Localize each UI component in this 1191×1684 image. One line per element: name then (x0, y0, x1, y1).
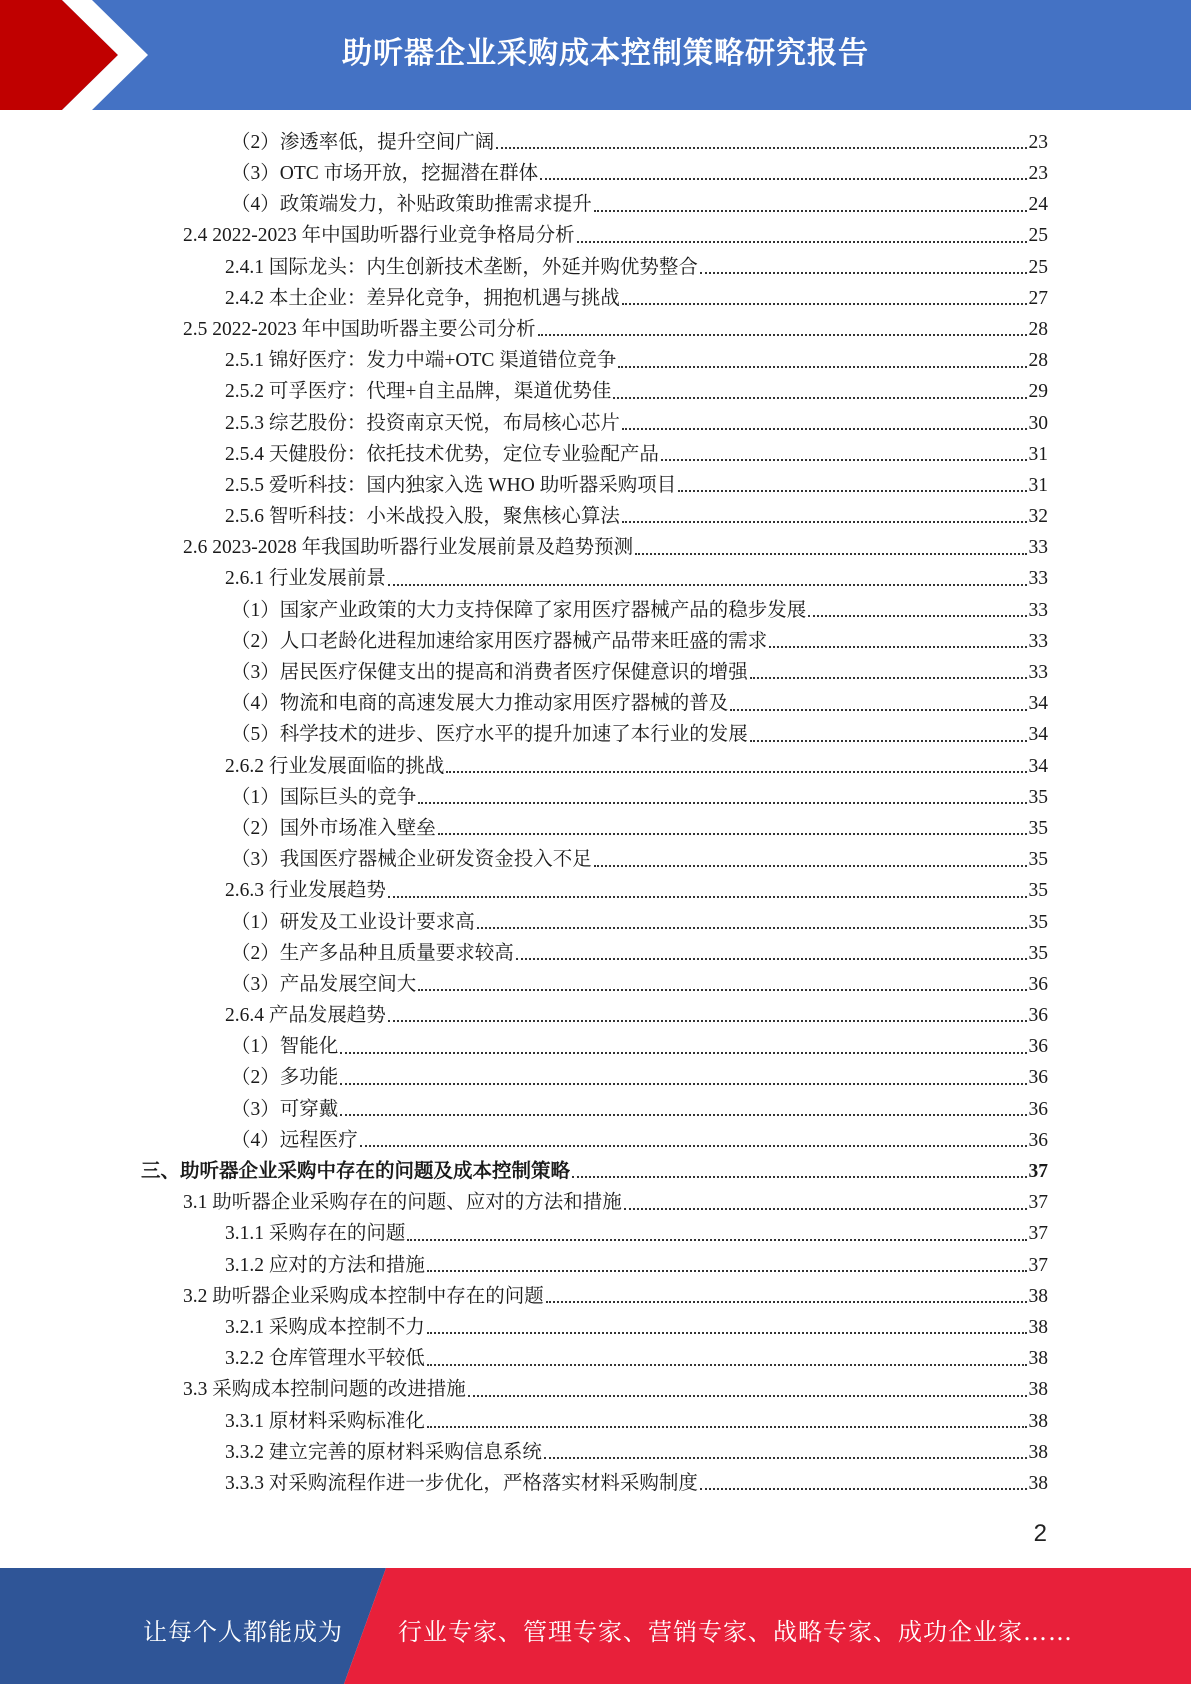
toc-entry-label: 3.3 采购成本控制问题的改进措施 (183, 1379, 466, 1401)
toc-entry-page: 38 (1028, 1285, 1048, 1307)
toc-entry-page: 37 (1028, 1161, 1048, 1183)
toc-entry-label: （1）国际巨头的竞争 (231, 786, 417, 808)
toc-entry-page: 36 (1028, 1005, 1048, 1027)
toc-entry-label: 2.5 2022-2023 年中国助听器主要公司分析 (183, 318, 536, 340)
toc-entry-page: 35 (1028, 942, 1048, 964)
toc-entry-page: 37 (1028, 1192, 1048, 1214)
toc-entry-label: （3）产品发展空间大 (231, 973, 417, 995)
toc-entry-label: 2.5.6 智听科技：小米战投入股，聚焦核心算法 (225, 506, 620, 528)
toc-dot-leader (446, 770, 1026, 773)
toc-entry-label: （2）渗透率低，提升空间广阔 (231, 131, 495, 153)
toc-entry[interactable] (0, 127, 1191, 158)
page-footer (0, 1568, 1191, 1684)
toc-entry[interactable] (0, 813, 1191, 844)
toc-entry-label: （2）生产多品种且质量要求较高 (231, 942, 514, 964)
toc-entry[interactable] (0, 252, 1191, 283)
toc-entry-page: 29 (1028, 381, 1048, 403)
toc-entry[interactable] (0, 844, 1191, 875)
toc-entry-label: 2.5.5 爱听科技：国内独家入选 WHO 助听器采购项目 (225, 474, 677, 496)
toc-entry-label: 2.4.1 国际龙头：内生创新技术垄断，外延并购优势整合 (225, 256, 698, 278)
toc-entry-page: 35 (1028, 817, 1048, 839)
toc-dot-leader (544, 1456, 1027, 1459)
toc-entry[interactable] (0, 189, 1191, 220)
toc-entry-label: 2.5.3 综艺股份：投资南京天悦，布局核心芯片 (225, 412, 620, 434)
toc-dot-leader (594, 864, 1027, 867)
toc-entry-page: 31 (1028, 474, 1048, 496)
toc-entry-page: 23 (1028, 131, 1048, 153)
toc-entry[interactable] (0, 564, 1191, 595)
toc-dot-leader (427, 1331, 1027, 1334)
toc-entry-label: （5）科学技术的进步、医疗水平的提升加速了本行业的发展 (231, 724, 748, 746)
toc-entry[interactable] (0, 377, 1191, 408)
toc-entry-page: 36 (1028, 1129, 1048, 1151)
toc-entry-label: 3.2.2 仓库管理水平较低 (225, 1348, 425, 1370)
toc-entry-page: 23 (1028, 163, 1048, 185)
toc-entry-page: 34 (1028, 724, 1048, 746)
toc-dot-leader (340, 1113, 1026, 1116)
toc-entry[interactable] (0, 470, 1191, 501)
toc-entry[interactable] (0, 1125, 1191, 1156)
toc-dot-leader (594, 209, 1027, 212)
toc-entry-label: （4）物流和电商的高速发展大力推动家用医疗器械的普及 (231, 693, 729, 715)
toc-entry[interactable] (0, 907, 1191, 938)
toc-entry-page: 34 (1028, 755, 1048, 777)
toc-entry-label: 2.6 2023-2028 年我国助听器行业发展前景及趋势预测 (183, 537, 634, 559)
toc-dot-leader (546, 1300, 1027, 1303)
toc-entry-page: 37 (1028, 1254, 1048, 1276)
toc-entry-label: 2.6.3 行业发展趋势 (225, 880, 386, 902)
toc-entry[interactable] (0, 626, 1191, 657)
toc-entry[interactable] (0, 221, 1191, 252)
toc-dot-leader (750, 676, 1027, 679)
toc-dot-leader (388, 1019, 1027, 1022)
toc-entry-page: 33 (1028, 662, 1048, 684)
toc-entry[interactable] (0, 1406, 1191, 1437)
toc-entry[interactable] (0, 1437, 1191, 1468)
toc-dot-leader (360, 1144, 1027, 1147)
toc-entry-page: 38 (1028, 1348, 1048, 1370)
toc-entry[interactable] (0, 501, 1191, 532)
toc-entry-label: 3.3.2 建立完善的原材料采购信息系统 (225, 1441, 542, 1463)
toc-entry[interactable] (0, 1000, 1191, 1031)
toc-dot-leader (418, 801, 1026, 804)
toc-entry-page: 25 (1028, 256, 1048, 278)
toc-entry-page: 24 (1028, 194, 1048, 216)
toc-dot-leader (635, 552, 1026, 555)
toc-entry-label: 3.2.1 采购成本控制不力 (225, 1316, 425, 1338)
toc-entry-label: 2.4 2022-2023 年中国助听器行业竞争格局分析 (183, 225, 575, 247)
toc-dot-leader (700, 271, 1027, 274)
table-of-contents (0, 127, 1191, 1499)
toc-entry[interactable] (0, 1312, 1191, 1343)
toc-entry[interactable] (0, 1375, 1191, 1406)
page-number: 2 (1033, 1520, 1047, 1547)
toc-entry[interactable] (0, 158, 1191, 189)
toc-entry-label: 3.1.2 应对的方法和措施 (225, 1254, 425, 1276)
toc-dot-leader (438, 832, 1027, 835)
toc-entry-label: （3）OTC 市场开放，挖掘潜在群体 (231, 163, 539, 185)
toc-dot-leader (340, 1082, 1026, 1085)
toc-entry-label: 2.5.4 天健股份：依托技术优势，定位专业验配产品 (225, 443, 659, 465)
toc-entry[interactable] (0, 1063, 1191, 1094)
toc-dot-leader (572, 1175, 1026, 1178)
toc-entry-page: 32 (1028, 506, 1048, 528)
footer-slogan-right: 行业专家、管理专家、营销专家、战略专家、成功企业家…… (398, 1618, 1073, 1646)
toc-entry-page: 38 (1028, 1379, 1048, 1401)
toc-entry[interactable] (0, 1187, 1191, 1218)
toc-entry[interactable] (0, 1468, 1191, 1499)
toc-entry[interactable] (0, 720, 1191, 751)
toc-entry-label: （2）国外市场准入壁垒 (231, 817, 436, 839)
toc-dot-leader (678, 489, 1026, 492)
toc-entry-label: 3.1 助听器企业采购存在的问题、应对的方法和措施 (183, 1192, 622, 1214)
toc-entry-page: 36 (1028, 1067, 1048, 1089)
toc-dot-leader (388, 583, 1027, 586)
toc-entry[interactable] (0, 345, 1191, 376)
toc-entry[interactable] (0, 1219, 1191, 1250)
toc-dot-leader (730, 708, 1026, 711)
toc-entry-label: （2）人口老龄化进程加速给家用医疗器械产品带来旺盛的需求 (231, 630, 768, 652)
toc-entry-label: 3.3.1 原材料采购标准化 (225, 1410, 425, 1432)
toc-entry-page: 28 (1028, 350, 1048, 372)
toc-entry-label: （4）远程医疗 (231, 1129, 358, 1151)
toc-entry-page: 38 (1028, 1316, 1048, 1338)
footer-slogan-left: 让每个人都能成为 (143, 1618, 343, 1646)
toc-entry[interactable] (0, 657, 1191, 688)
toc-dot-leader (661, 458, 1027, 461)
toc-dot-leader (477, 926, 1027, 929)
toc-entry-page: 33 (1028, 537, 1048, 559)
toc-entry-label: （3）我国医疗器械企业研发资金投入不足 (231, 849, 592, 871)
toc-entry-page: 38 (1028, 1410, 1048, 1432)
toc-dot-leader (340, 1051, 1026, 1054)
toc-entry-label: 2.5.2 可孚医疗：代理+自主品牌，渠道优势佳 (225, 381, 612, 403)
toc-dot-leader (808, 614, 1026, 617)
page-header (0, 0, 1191, 110)
toc-entry-label: （2）多功能 (231, 1067, 339, 1089)
toc-entry[interactable] (0, 314, 1191, 345)
toc-dot-leader (538, 333, 1027, 336)
toc-entry[interactable] (0, 595, 1191, 626)
toc-entry-label: 2.6.1 行业发展前景 (225, 568, 386, 590)
toc-entry-page: 35 (1028, 911, 1048, 933)
toc-entry[interactable] (0, 1156, 1191, 1187)
toc-dot-leader (577, 240, 1027, 243)
toc-entry-label: 2.6.4 产品发展趋势 (225, 1005, 386, 1027)
toc-dot-leader (468, 1394, 1027, 1397)
toc-entry-label: 2.6.2 行业发展面临的挑战 (225, 755, 445, 777)
toc-entry-page: 27 (1028, 287, 1048, 309)
toc-entry-label: （1）研发及工业设计要求高 (231, 911, 475, 933)
toc-entry-page: 38 (1028, 1441, 1048, 1463)
toc-entry-page: 35 (1028, 849, 1048, 871)
toc-entry[interactable] (0, 751, 1191, 782)
toc-entry-page: 34 (1028, 693, 1048, 715)
toc-entry[interactable] (0, 782, 1191, 813)
toc-entry[interactable] (0, 439, 1191, 470)
toc-entry-label: （1）智能化 (231, 1036, 339, 1058)
toc-entry-label: （3）可穿戴 (231, 1098, 339, 1120)
toc-dot-leader (622, 520, 1027, 523)
toc-entry[interactable] (0, 1281, 1191, 1312)
toc-dot-leader (427, 1269, 1027, 1272)
toc-entry-label: 3.2 助听器企业采购成本控制中存在的问题 (183, 1285, 544, 1307)
toc-dot-leader (516, 957, 1027, 960)
toc-dot-leader (700, 1487, 1027, 1490)
toc-entry[interactable] (0, 938, 1191, 969)
toc-entry-label: 2.4.2 本土企业：差异化竞争，拥抱机遇与挑战 (225, 287, 620, 309)
toc-entry-page: 36 (1028, 973, 1048, 995)
toc-dot-leader (496, 146, 1026, 149)
toc-dot-leader (618, 365, 1026, 368)
toc-dot-leader (769, 645, 1026, 648)
toc-dot-leader (622, 427, 1027, 430)
toc-entry-label: 2.5.1 锦好医疗：发力中端+OTC 渠道错位竞争 (225, 350, 617, 372)
toc-entry-page: 35 (1028, 880, 1048, 902)
toc-entry-page: 28 (1028, 318, 1048, 340)
toc-entry-label: （4）政策端发力，补贴政策助推需求提升 (231, 194, 592, 216)
toc-entry[interactable] (0, 876, 1191, 907)
toc-dot-leader (427, 1425, 1027, 1428)
toc-dot-leader (418, 988, 1026, 991)
toc-entry-page: 35 (1028, 786, 1048, 808)
toc-entry[interactable] (0, 283, 1191, 314)
toc-entry[interactable] (0, 1250, 1191, 1281)
toc-entry[interactable] (0, 532, 1191, 563)
toc-entry-page: 38 (1028, 1472, 1048, 1494)
toc-entry[interactable] (0, 688, 1191, 719)
toc-dot-leader (613, 396, 1026, 399)
toc-dot-leader (622, 302, 1027, 305)
toc-entry-page: 33 (1028, 568, 1048, 590)
toc-entry[interactable] (0, 1094, 1191, 1125)
toc-entry-page: 33 (1028, 630, 1048, 652)
toc-entry[interactable] (0, 1031, 1191, 1062)
toc-dot-leader (427, 1363, 1027, 1366)
toc-entry[interactable] (0, 969, 1191, 1000)
toc-dot-leader (388, 895, 1027, 898)
toc-entry-page: 33 (1028, 599, 1048, 621)
toc-entry-label: 3.3.3 对采购流程作进一步优化，严格落实材料采购制度 (225, 1472, 698, 1494)
report-title: 助听器企业采购成本控制策略研究报告 (342, 36, 869, 71)
toc-entry-label: （3）居民医疗保健支出的提高和消费者医疗保健意识的增强 (231, 662, 748, 684)
toc-dot-leader (407, 1238, 1026, 1241)
toc-entry[interactable] (0, 408, 1191, 439)
toc-entry[interactable] (0, 1343, 1191, 1374)
toc-entry-page: 36 (1028, 1036, 1048, 1058)
toc-entry-label: 三、助听器企业采购中存在的问题及成本控制策略 (141, 1161, 571, 1183)
toc-entry-label: 3.1.1 采购存在的问题 (225, 1223, 406, 1245)
toc-dot-leader (750, 739, 1027, 742)
toc-entry-page: 31 (1028, 443, 1048, 465)
toc-entry-label: （1）国家产业政策的大力支持保障了家用医疗器械产品的稳步发展 (231, 599, 807, 621)
toc-entry-page: 37 (1028, 1223, 1048, 1245)
toc-dot-leader (540, 177, 1026, 180)
toc-entry-page: 30 (1028, 412, 1048, 434)
toc-dot-leader (624, 1207, 1027, 1210)
toc-entry-page: 25 (1028, 225, 1048, 247)
toc-entry-page: 36 (1028, 1098, 1048, 1120)
